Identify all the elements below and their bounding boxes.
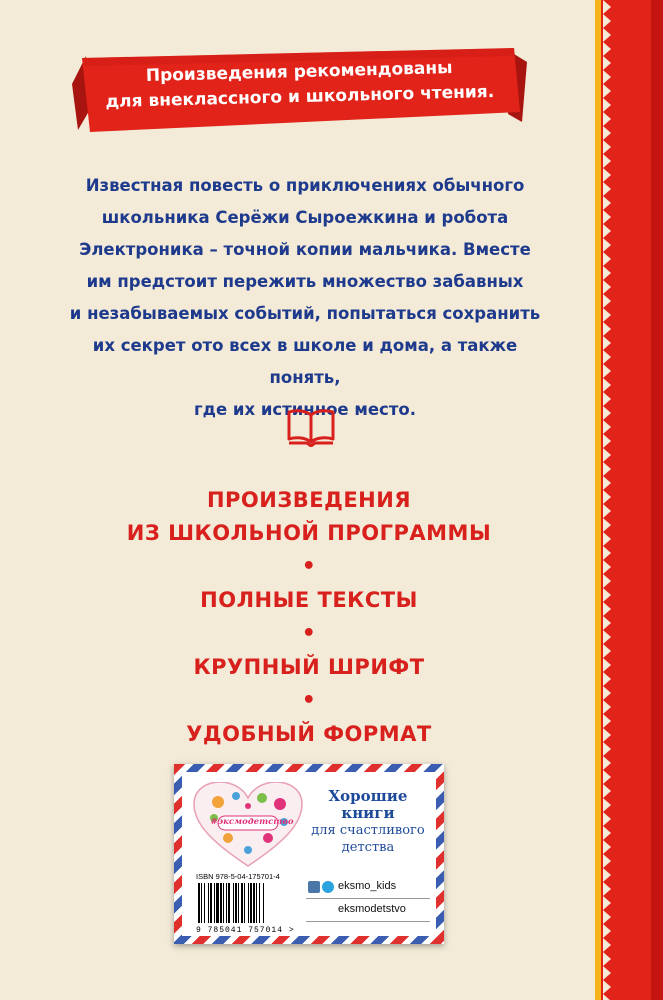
barcode-bar (228, 883, 230, 923)
banner-line-2: для внеклассного и школьного чтения. (105, 81, 495, 113)
description-line: им предстоит пережить множество забавных (86, 272, 524, 291)
description-line: где их истинное место. (194, 400, 416, 419)
barcode-bar (259, 883, 260, 923)
hashtag-label: #эксмодетство (210, 817, 294, 827)
description-line: школьника Серёжи Сыроежкина и робота (101, 208, 509, 227)
barcode-bar (220, 883, 222, 923)
slogan-line: Хорошие (328, 787, 408, 805)
barcode-bar (263, 883, 264, 923)
description-line: их секрет ото всех в школе и дома, а также понять, (92, 336, 518, 387)
barcode-bar (223, 883, 224, 923)
barcode-bar (253, 883, 255, 923)
barcode-bar (248, 883, 249, 923)
barcode-number: 9 785041 757014 > (196, 926, 295, 935)
postcard-body (182, 772, 436, 936)
social-handle: eksmodetstvo (338, 903, 406, 915)
barcode-icon (196, 883, 296, 925)
barcode-bar (238, 883, 239, 923)
features-list (60, 484, 558, 751)
barcode-bar (250, 883, 252, 923)
zigzag-border (603, 0, 617, 1000)
social-row-kids[interactable] (306, 876, 430, 899)
feature-line: ИЗ ШКОЛЬНОЙ ПРОГРАММЫ (126, 521, 492, 545)
barcode-bar (241, 883, 243, 923)
social-links (306, 876, 430, 922)
description-line: и незабываемых событий, попытаться сохранить (69, 304, 541, 323)
isbn-text: ISBN 978-5-04-175701-4 (196, 872, 280, 881)
slogan-line: книги (341, 804, 395, 822)
publisher-postcard (174, 764, 444, 944)
banner-line-1: Произведения рекомендованы (145, 57, 453, 87)
description-line: Электроника – точной копии мальчика. Вместе (79, 240, 531, 259)
telegram-icon (322, 881, 334, 893)
book-description (60, 170, 550, 426)
feature-line: УДОБНЫЙ ФОРМАТ (186, 722, 432, 746)
vk-icon (308, 881, 320, 893)
feature-bullet: • (301, 621, 317, 646)
slogan-line: для счастливого (311, 823, 425, 838)
barcode-bar (256, 883, 257, 923)
barcode-bar (226, 883, 227, 923)
barcode-bar (208, 883, 209, 923)
publisher-slogan (308, 788, 428, 856)
barcode-bar (210, 883, 212, 923)
feature-bullet: • (301, 554, 317, 579)
barcode-bar (201, 883, 202, 923)
feature-line: КРУПНЫЙ ШРИФТ (193, 655, 425, 679)
barcode-bar (216, 883, 219, 923)
slogan-line: детства (341, 840, 395, 855)
barcode-bar (235, 883, 237, 923)
stripe-edge (651, 0, 663, 1000)
social-row-detstvo[interactable] (306, 899, 430, 922)
social-handle: eksmo_kids (338, 880, 397, 892)
barcode-bar (198, 883, 200, 923)
barcode-bar (244, 883, 245, 923)
feature-line: ПОЛНЫЕ ТЕКСТЫ (200, 588, 418, 612)
description-line: Известная повесть о приключениях обычного (85, 176, 525, 195)
open-book-icon (285, 407, 337, 447)
barcode-bar (214, 883, 215, 923)
barcode-bar (204, 883, 205, 923)
feature-line: ПРОИЗВЕДЕНИЯ (206, 488, 412, 512)
barcode-bar (233, 883, 234, 923)
recommendation-banner (72, 42, 527, 138)
feature-bullet: • (301, 688, 317, 713)
